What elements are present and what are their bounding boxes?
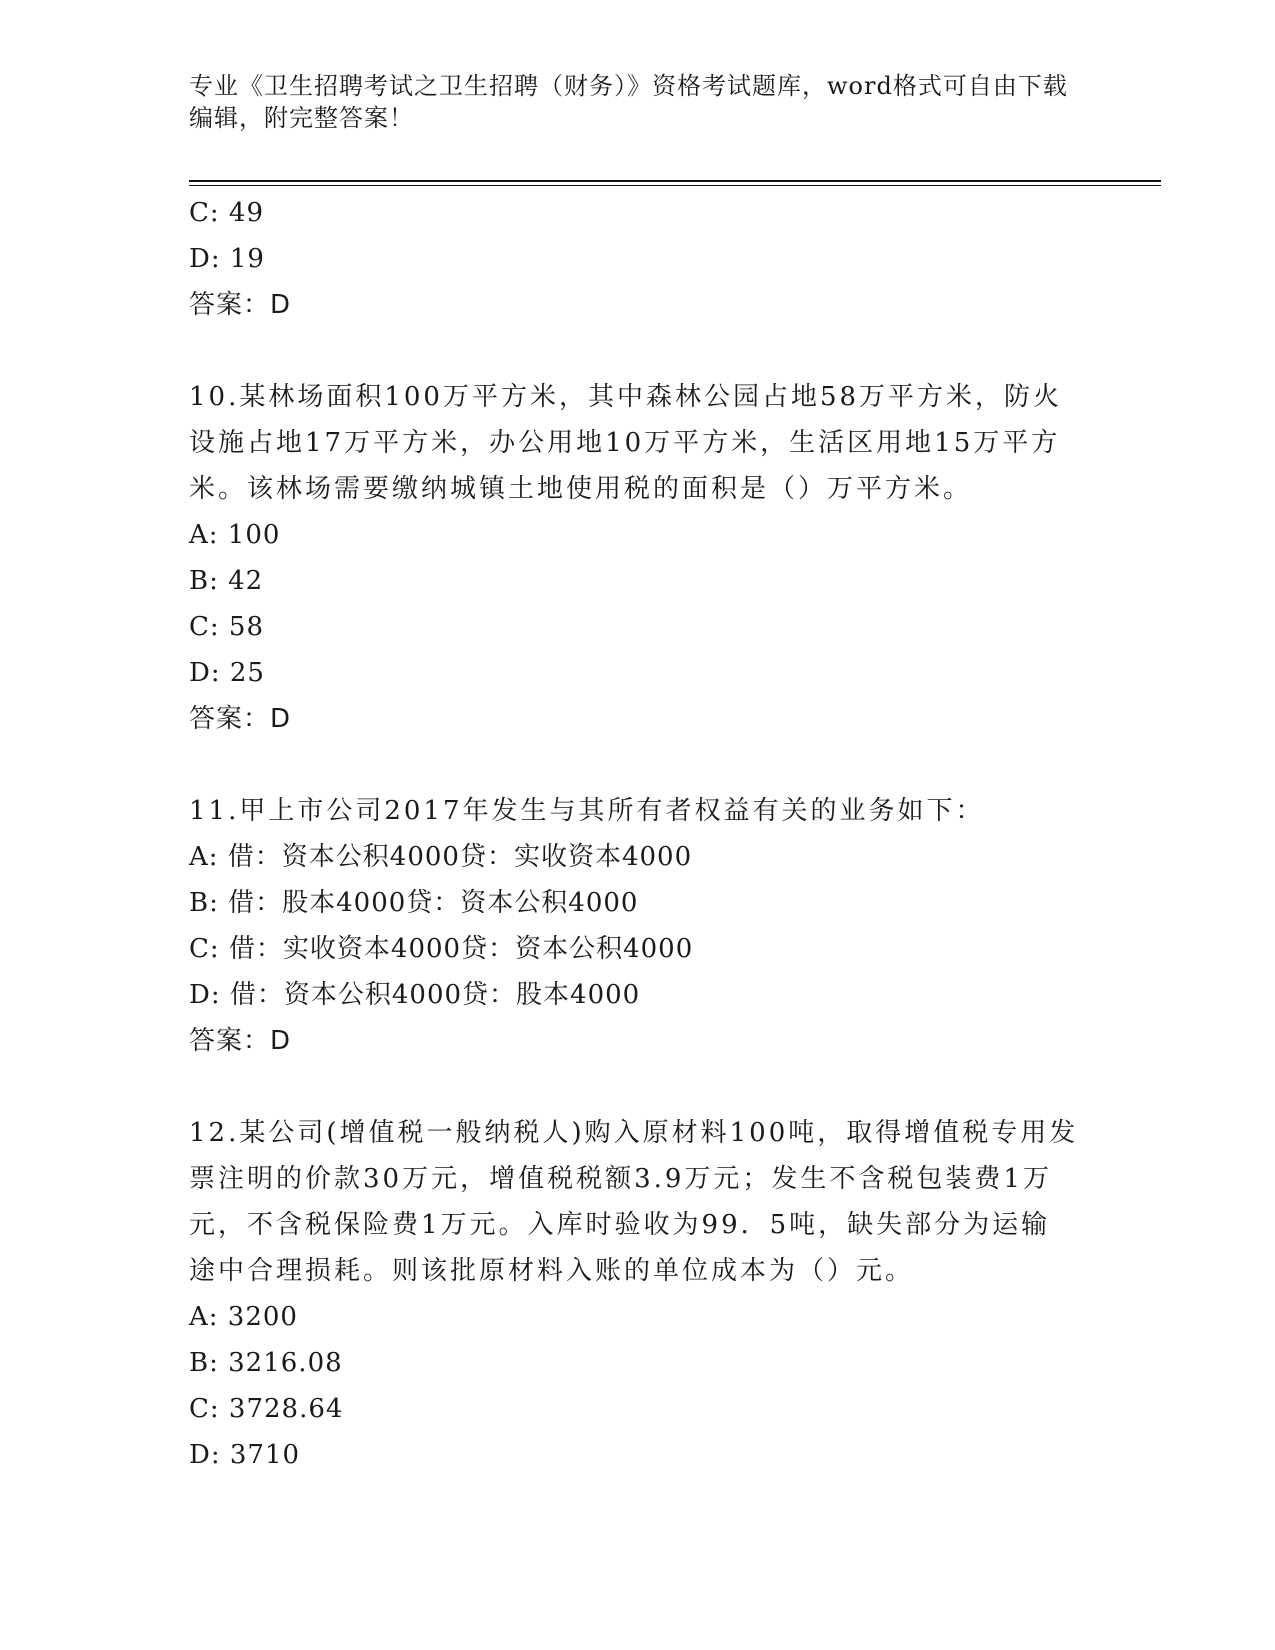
question-text-line: 10.某林场面积100万平方米，其中森林公园占地58万平方米，防火 [189, 382, 1063, 412]
question-text-line: 11.甲上市公司2017年发生与其所有者权益有关的业务如下： [189, 796, 985, 826]
option-c: C: 借：实收资本4000贷：资本公积4000 [189, 934, 694, 964]
question-text-line: 元，不含税保险费1万元。入库时验收为99．5吨，缺失部分为运输 [189, 1210, 1051, 1240]
header-divider-thick [189, 180, 1161, 182]
header-divider-thin [189, 185, 1161, 186]
question-text-line: 米。该林场需要缴纳城镇土地使用税的面积是（）万平方米。 [189, 474, 973, 504]
answer-line: 答案：D [189, 290, 292, 320]
question-text-line: 12.某公司(增值税一般纳税人)购入原材料100吨，取得增值税专用发 [189, 1118, 1079, 1148]
option-d: D: 借：资本公积4000贷：股本4000 [189, 980, 641, 1010]
option-b: B: 42 [189, 566, 264, 596]
spacer [189, 1064, 1089, 1110]
option-b: B: 借：股本4000贷：资本公积4000 [189, 888, 639, 918]
option-a: A: 100 [189, 520, 281, 550]
question-list [189, 190, 1089, 1478]
option-d: D: 25 [189, 658, 265, 688]
option-b: B: 3216.08 [189, 1348, 343, 1378]
header-line-2: 编辑，附完整答案！ [189, 104, 414, 132]
spacer [189, 328, 1089, 374]
header-line-1: 专业《卫生招聘考试之卫生招聘（财务）》资格考试题库，word格式可自由下载 [189, 72, 1068, 100]
question-11 [189, 788, 1089, 1064]
question-12 [189, 1110, 1089, 1478]
question-text-line: 票注明的价款30万元，增值税税额3.9万元；发生不含税包装费1万 [189, 1164, 1052, 1194]
answer-line: 答案：D [189, 1026, 292, 1056]
option-c: C: 58 [189, 612, 265, 642]
answer-line: 答案：D [189, 704, 292, 734]
question-text-line: 设施占地17万平方米，办公用地10万平方米，生活区用地15万平方 [189, 428, 1061, 458]
option-d: D: 19 [189, 244, 265, 274]
option-d: D: 3710 [189, 1440, 301, 1470]
document-header [189, 70, 1089, 134]
spacer [189, 742, 1089, 788]
option-c: C: 3728.64 [189, 1394, 344, 1424]
question-text-line: 途中合理损耗。则该批原材料入账的单位成本为（）元。 [189, 1256, 915, 1286]
question-9-tail [189, 190, 1089, 328]
option-a: A: 3200 [189, 1302, 298, 1332]
option-a: A: 借：资本公积4000贷：实收资本4000 [189, 842, 693, 872]
option-c: C: 49 [189, 198, 265, 228]
question-10 [189, 374, 1089, 742]
